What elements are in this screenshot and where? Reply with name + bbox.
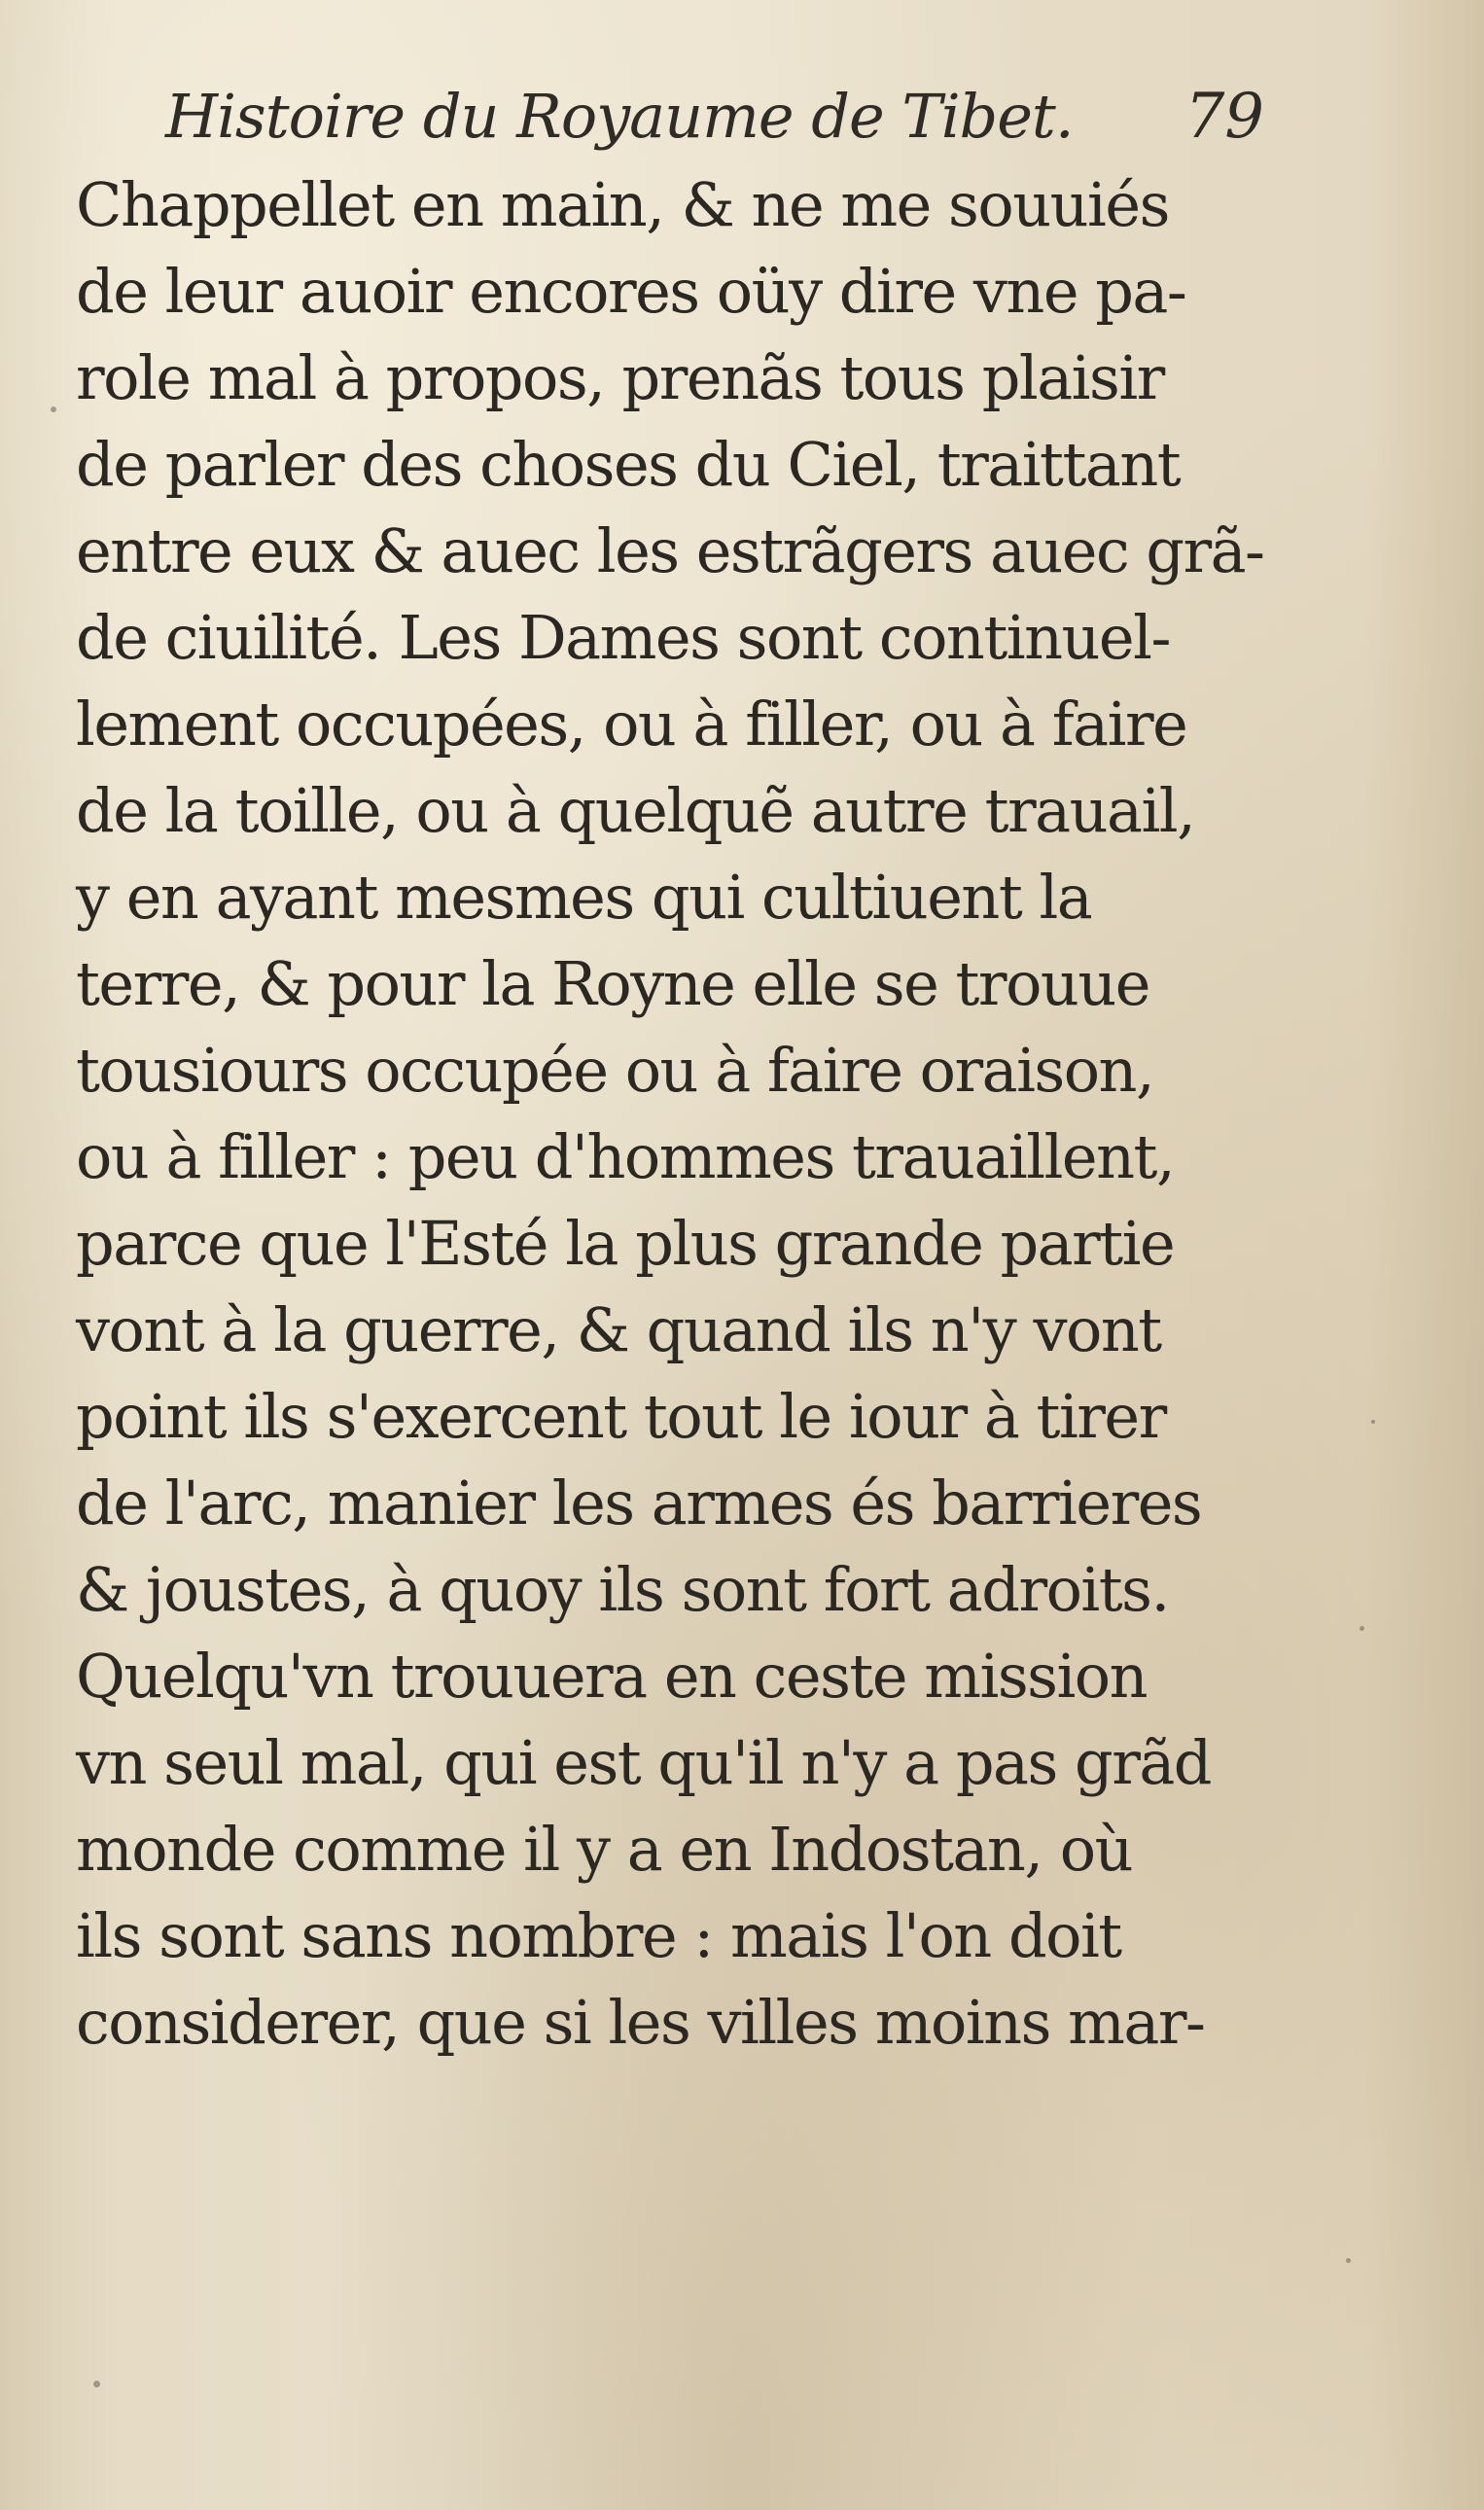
text-line: terre, & pour la Royne elle se trouue [76, 948, 1149, 1019]
ink-speck [1371, 1420, 1375, 1424]
text-line: monde comme il y a en Indostan, où [76, 1814, 1133, 1885]
text-line: de ciuilité. Les Dames sont continuel- [76, 602, 1170, 673]
text-line: entre eux & auec les estrãgers auec grã- [76, 515, 1264, 586]
ink-speck [93, 2381, 100, 2387]
ink-speck [51, 407, 56, 412]
text-line: & joustes, à quoy ils sont fort adroits. [76, 1554, 1169, 1625]
text-line: considerer, que si les villes moins mar- [76, 1987, 1205, 2058]
text-line: de l'arc, manier les armes és barrieres [76, 1467, 1202, 1538]
text-line: vont à la guerre, & quand ils n'y vont [76, 1294, 1161, 1365]
running-title: Histoire du Royaume de Tibet. [165, 81, 1074, 152]
running-header [165, 68, 1264, 165]
text-line: lement occupées, ou à filler, ou à faire [76, 689, 1187, 760]
text-line: Quelqu'vn trouuera en ceste mission [76, 1641, 1148, 1712]
text-line: ils sont sans nombre : mais l'on doit [76, 1900, 1121, 1971]
text-line: de la toille, ou à quelquẽ autre trauail, [76, 775, 1195, 846]
ink-speck [1346, 2258, 1351, 2263]
text-line: role mal à propos, prenãs tous plaisir [76, 342, 1164, 413]
text-line: vn seul mal, qui est qu'il n'y a pas grãd [76, 1727, 1211, 1798]
text-line: point ils s'exercent tout le iour à tirer [76, 1381, 1166, 1452]
text-line: ou à filler : peu d'hommes trauaillent, [76, 1121, 1175, 1192]
text-line: y en ayant mesmes qui cultiuent la [76, 862, 1092, 933]
body-text [76, 161, 1264, 2066]
text-line: de parler des choses du Ciel, traittant [76, 429, 1181, 500]
text-line: Chappellet en main, & ne me souuiés [76, 169, 1169, 240]
text-line: parce que l'Esté la plus grande partie [76, 1208, 1175, 1279]
ink-speck [1360, 1626, 1364, 1631]
text-line: de leur auoir encores oüy dire vne pa- [76, 256, 1186, 327]
text-line: tousiours occupée ou à faire oraison, [76, 1035, 1154, 1106]
page-number: 79 [1184, 81, 1264, 153]
